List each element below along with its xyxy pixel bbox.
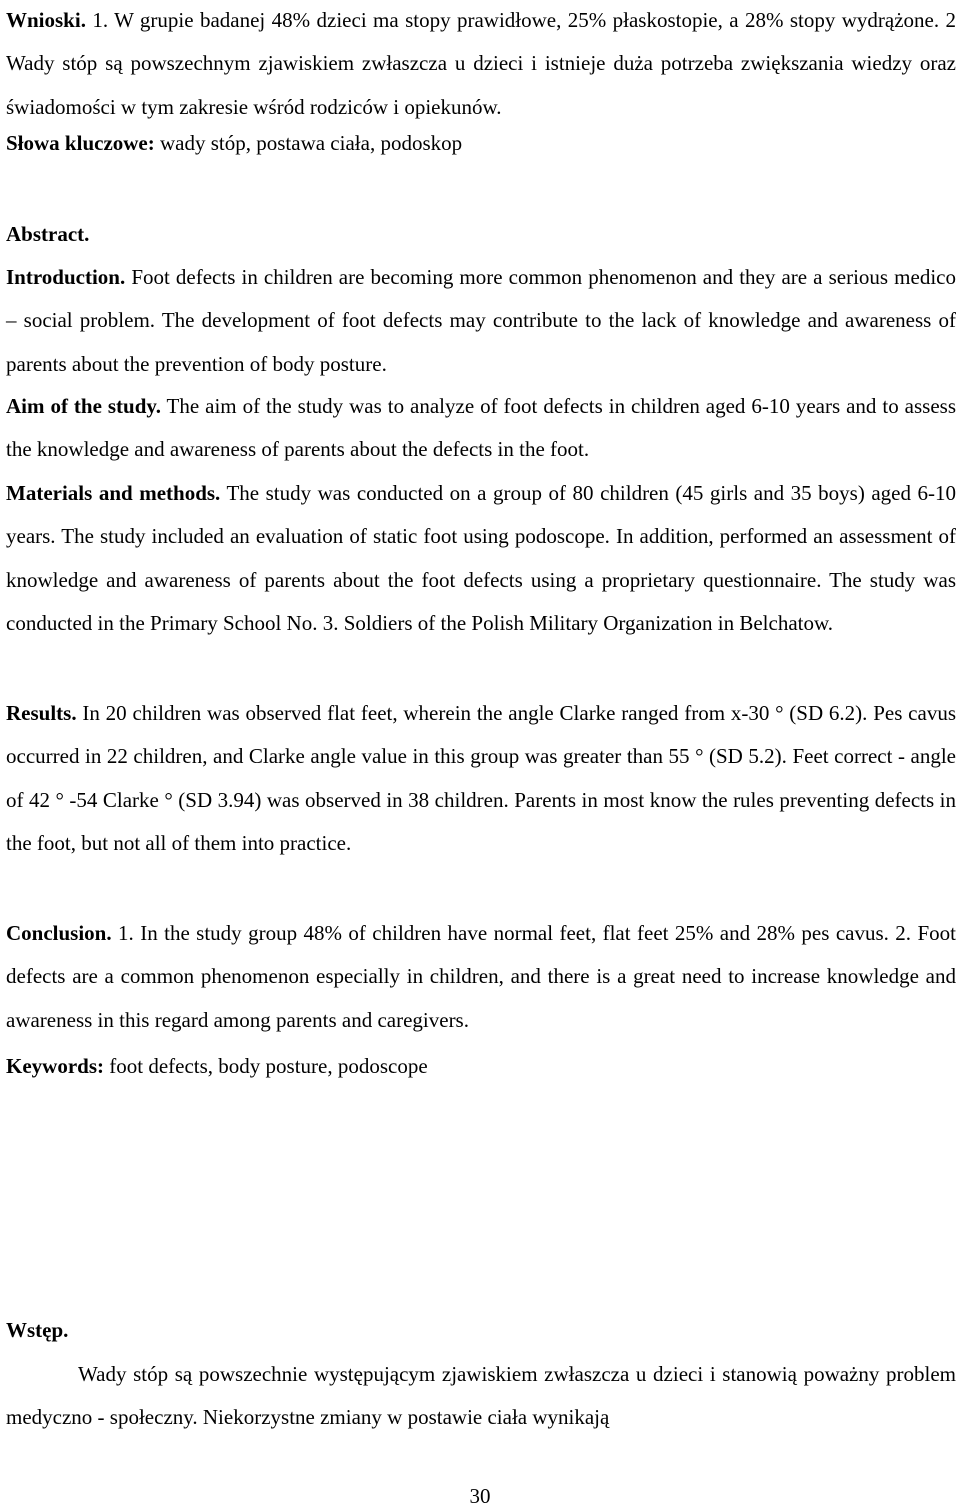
wnioski-label: Wnioski. (6, 8, 86, 32)
methods-label: Materials and methods. (6, 481, 221, 505)
wstep-paragraph: Wady stóp są powszechnie występującym zjawiskiem zwłaszcza u dzieci i stanowią poważny problem medyczno - społeczny. Niekorzystne zmiany w postawie ciała wynikają (6, 1362, 956, 1430)
conclusion-paragraph (6, 912, 956, 1042)
results-label: Results. (6, 701, 77, 725)
wnioski-text: 1. W grupie badanej 48% dzieci ma stopy prawidłowe, 25% płaskostopie, a 28% stopy wydrążone. 2 Wady stóp są powszechnym zjawiskiem zwłaszcza u dzieci i istnieje duża potrzeba zwiększania wiedzy oraz świadomości w tym zakresie wśród rodziców i opiekunów. (6, 8, 956, 119)
aim-paragraph (6, 385, 956, 472)
keywords-label: Keywords: (6, 1054, 104, 1078)
introduction-paragraph (6, 256, 956, 386)
keywords-text: foot defects, body posture, podoscope (104, 1054, 428, 1078)
page-number: 30 (469, 1484, 491, 1508)
results-paragraph (6, 692, 956, 866)
aim-text: The aim of the study was to analyze of foot defects in children aged 6-10 years and to assess the knowledge and awareness of parents about the defects in the foot. (6, 394, 956, 462)
methods-paragraph (6, 472, 956, 646)
polish-keywords-text: wady stóp, postawa ciała, podoskop (154, 131, 463, 155)
conclusion-text: 1. In the study group 48% of children have normal feet, flat feet 25% and 28% pes cavus. 2. Foot defects are a common phenomenon especially in children, and there is a great need to increase knowledge and awareness in this regard among parents and caregivers. (6, 921, 956, 1032)
abstract-heading: Abstract. (6, 222, 90, 246)
methods-text: The study was conducted on a group of 80 children (45 girls and 35 boys) aged 6-10 years. The study included an evaluation of static foot using podoscope. In addition, performed an assessment of knowledge and awareness of parents about the foot defects using a proprietary questionnaire. The study was conducted in the Primary School No. 3. Soldiers of the Polish Military Organization in Belchatow. (6, 481, 956, 636)
keywords-paragraph (6, 1045, 956, 1088)
wstep-heading: Wstęp. (6, 1318, 69, 1342)
introduction-label: Introduction. (6, 265, 126, 289)
conclusion-label: Conclusion. (6, 921, 112, 945)
introduction-text: Foot defects in children are becoming more common phenomenon and they are a serious medico – social problem. The development of foot defects may contribute to the lack of knowledge and awareness of parents about the prevention of body posture. (6, 265, 956, 376)
aim-label: Aim of the study. (6, 394, 161, 418)
wnioski-paragraph (6, 0, 956, 129)
results-text: In 20 children was observed flat feet, wherein the angle Clarke ranged from x-30 ° (SD 6.2). Pes cavus occurred in 22 children, and Clarke angle value in this group was greater than 55 ° (SD 5.2). Feet correct - angle of 42 ° -54 Clarke ° (SD 3.94) was observed in 38 children. Parents in most know the rules preventing defects in the foot, but not all of them into practice. (6, 701, 956, 856)
polish-keywords-paragraph (6, 122, 956, 165)
polish-keywords-label: Słowa kluczowe: (6, 131, 155, 155)
